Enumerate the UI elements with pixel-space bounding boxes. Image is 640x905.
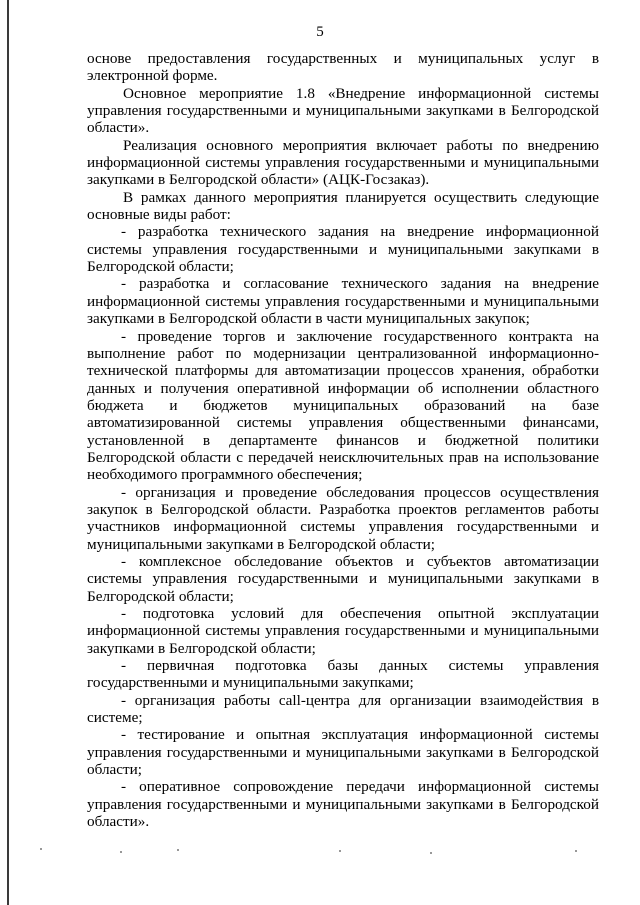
list-item: - оперативное сопровождение передачи информационной системы управления государственными и муниципальными закупками в Белгородской области». — [87, 778, 599, 831]
list-item: - первичная подготовка базы данных системы управления государственными и муниципальными закупками; — [87, 657, 599, 692]
list-item: - организация работы call-центра для организации взаимодействия в системе; — [87, 691, 599, 727]
paragraph-continuation: основе предоставления государственных и муниципальных услуг в электронной форме. — [87, 50, 599, 85]
paragraph-planned-works: В рамках данного мероприятия планируется осуществить следующие основные виды работ: — [87, 188, 599, 224]
page-number: 5 — [316, 24, 324, 40]
list-item: - организация и проведение обследования процессов осуществления закупок в Белгородской области. Разработка проектов регламентов работы участников информационной системы управления государственными и муниципальными закупками в Белгородской области; — [87, 483, 599, 553]
scan-edge-line — [7, 0, 9, 905]
list-item: - проведение торгов и заключение государственного контракта на выполнение работ по модернизации централизованной информационно-технической платформы для автоматизации процессов хранения, обработки данных и получения оперативной информации об исполнении областного бюджета и бюджетов муниципальных образований на базе автоматизированной системы управления общественными финансами, установленной в департаменте финансов и бюджетной политики Белгородской области с передачей неисключительных прав на использование необходимого программного обеспечения; — [87, 327, 599, 484]
list-item: - разработка и согласование технического задания на внедрение информационной системы управления государственными и муниципальными закупками в Белгородской области в части муниципальных закупок; — [87, 275, 599, 328]
paragraph-measure-title: Основное мероприятие 1.8 «Внедрение информационной системы управления государственными и муниципальными закупками в Белгородской области». — [87, 84, 599, 137]
document-body — [87, 50, 599, 830]
list-item: - тестирование и опытная эксплуатация информационной системы управления государственными и муниципальными закупками в Белгородской области; — [87, 726, 599, 779]
paragraph-implementation: Реализация основного мероприятия включает работы по внедрению информационной системы управления государственными и муниципальными закупками в Белгородской области» (АЦК-Госзаказ). — [87, 136, 599, 189]
list-item: - подготовка условий для обеспечения опытной эксплуатации информационной системы управления государственными и муниципальными закупками в Белгородской области; — [87, 605, 599, 657]
list-item: - разработка технического задания на внедрение информационной системы управления государственными и муниципальными закупками в Белгородской области; — [87, 223, 599, 276]
list-item: - комплексное обследование объектов и субъектов автоматизации системы управления государственными и муниципальными закупками в Белгородской области; — [87, 552, 599, 605]
scan-speckles — [0, 842, 640, 862]
